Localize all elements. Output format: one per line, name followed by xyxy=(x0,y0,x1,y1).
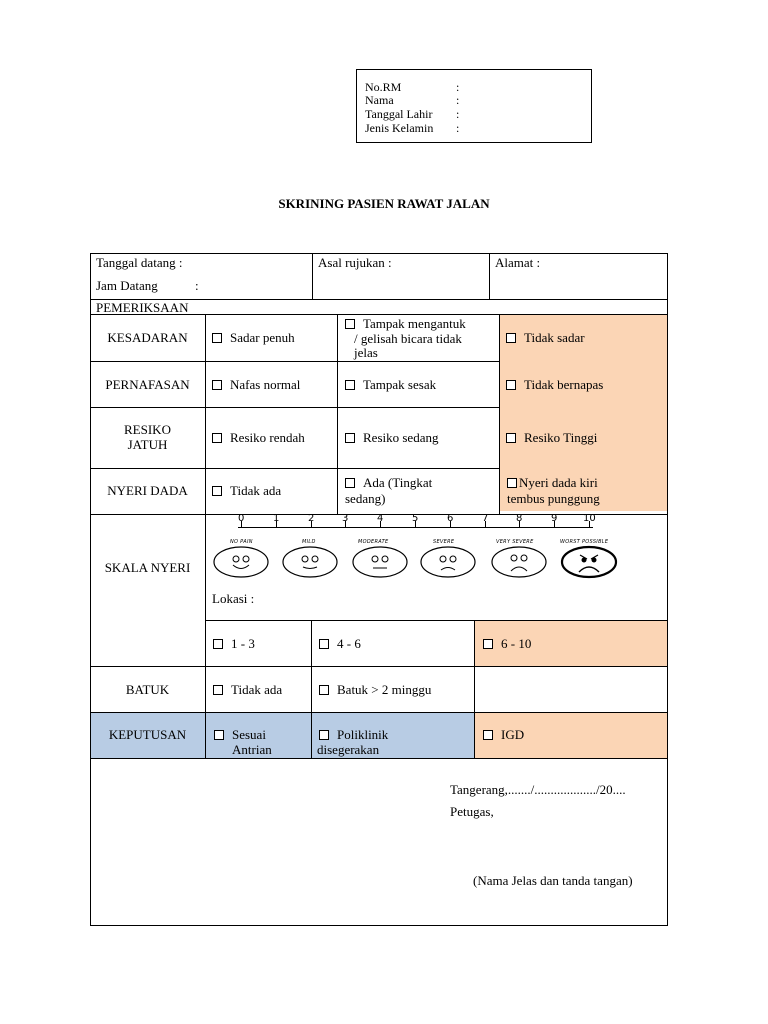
section-pemeriksaan: PEMERIKSAAN xyxy=(96,300,189,315)
face-severe-icon xyxy=(420,545,476,579)
checkbox[interactable] xyxy=(345,319,355,329)
checkbox[interactable] xyxy=(212,380,222,390)
option-nyeri-dada-kiri[interactable]: Nyeri dada kiri xyxy=(507,475,598,490)
checkbox[interactable] xyxy=(345,433,355,443)
id-colon: : xyxy=(456,121,460,135)
pain-scale-number: 7 xyxy=(482,513,489,524)
checkbox[interactable] xyxy=(506,380,516,390)
checkbox[interactable] xyxy=(483,730,493,740)
signature-caption: (Nama Jelas dan tanda tangan) xyxy=(473,873,633,888)
table-line xyxy=(499,314,500,514)
option-igd[interactable]: IGD xyxy=(483,727,524,742)
id-label-nama: Nama xyxy=(365,93,394,107)
face-label-no-pain: NO PAIN xyxy=(230,539,253,545)
place-date-line: Tangerang,......./.................../20.... xyxy=(450,782,626,797)
pain-scale-number: 1 xyxy=(273,513,280,524)
option-tampak-mengantuk-line2: / gelisah bicara tidak xyxy=(354,331,462,346)
checkbox[interactable] xyxy=(483,639,493,649)
option-tampak-mengantuk[interactable]: Tampak mengantuk xyxy=(345,316,466,331)
option-sesuai-antrian-line2: Antrian xyxy=(232,742,272,757)
id-colon: : xyxy=(456,80,460,94)
option-resiko-tinggi[interactable]: Resiko Tinggi xyxy=(506,430,597,445)
pain-scale-number: 2 xyxy=(308,513,315,524)
checkbox[interactable] xyxy=(507,478,517,488)
checkbox[interactable] xyxy=(506,433,516,443)
option-nyeri-dada-line2: tembus punggung xyxy=(507,491,600,506)
checkbox[interactable] xyxy=(319,639,329,649)
option-sesuai-antrian[interactable]: Sesuai xyxy=(214,727,266,742)
option-tampak-sesak[interactable]: Tampak sesak xyxy=(345,377,436,392)
lokasi-label: Lokasi : xyxy=(212,591,255,606)
checkbox[interactable] xyxy=(506,333,516,343)
option-tidak-bernapas[interactable]: Tidak bernapas xyxy=(506,377,603,392)
petugas-label: Petugas, xyxy=(450,804,494,819)
option-poliklinik-disegerakan[interactable]: Poliklinik xyxy=(319,727,388,742)
checkbox[interactable] xyxy=(212,486,222,496)
table-line xyxy=(90,253,91,925)
face-label-mild: MILD xyxy=(302,539,316,545)
table-line xyxy=(474,620,475,758)
pain-scale-number: 3 xyxy=(342,513,349,524)
id-colon: : xyxy=(456,107,460,121)
face-no-pain-icon xyxy=(213,545,269,579)
checkbox[interactable] xyxy=(345,478,355,488)
checkbox[interactable] xyxy=(213,685,223,695)
pain-scale-number: 6 xyxy=(447,513,454,524)
option-resiko-sedang[interactable]: Resiko sedang xyxy=(345,430,438,445)
pain-scale-number: 10 xyxy=(583,513,596,524)
kesadaran-label: KESADARAN xyxy=(107,330,188,345)
face-worst-possible-icon xyxy=(560,545,618,579)
checkbox[interactable] xyxy=(345,380,355,390)
table-line xyxy=(667,253,668,925)
id-colon: : xyxy=(456,93,460,107)
table-line xyxy=(90,407,499,408)
table-line xyxy=(489,253,490,299)
checkbox[interactable] xyxy=(319,730,329,740)
option-skala-4-6[interactable]: 4 - 6 xyxy=(319,636,361,651)
face-mild-icon xyxy=(282,545,338,579)
pain-scale-number: 9 xyxy=(551,513,558,524)
checkbox[interactable] xyxy=(213,639,223,649)
id-label-jenis-kelamin: Jenis Kelamin xyxy=(365,121,434,135)
option-ada-line2: sedang) xyxy=(345,491,386,506)
alamat-label: Alamat : xyxy=(495,255,541,270)
table-line xyxy=(205,314,206,758)
pernafasan-label: PERNAFASAN xyxy=(105,377,190,392)
option-poliklinik-line2: disegerakan xyxy=(317,742,380,757)
option-sadar-penuh[interactable]: Sadar penuh xyxy=(212,330,295,345)
table-line xyxy=(90,666,668,667)
option-nafas-normal[interactable]: Nafas normal xyxy=(212,377,300,392)
table-line xyxy=(90,758,668,759)
patient-id-box xyxy=(356,69,592,143)
jam-datang-label: Jam Datang xyxy=(96,278,158,293)
id-label-norm: No.RM xyxy=(365,80,402,94)
option-tidak-sadar[interactable]: Tidak sadar xyxy=(506,330,585,345)
form-title: SKRINING PASIEN RAWAT JALAN xyxy=(278,196,490,211)
pain-scale-number: 4 xyxy=(377,513,384,524)
keputusan-label: KEPUTUSAN xyxy=(108,727,187,742)
checkbox[interactable] xyxy=(319,685,329,695)
resiko-jatuh-label: RESIKO JATUH xyxy=(124,422,171,452)
face-label-very-severe: VERY SEVERE xyxy=(496,539,534,545)
table-line xyxy=(90,468,499,469)
table-line xyxy=(90,361,499,362)
face-moderate-icon xyxy=(352,545,408,579)
table-line xyxy=(90,925,668,926)
asal-rujukan-label: Asal rujukan : xyxy=(318,255,392,270)
checkbox[interactable] xyxy=(212,333,222,343)
batuk-label: BATUK xyxy=(125,682,170,697)
face-label-worst-possible: WORST POSSIBLE xyxy=(560,539,609,545)
table-line xyxy=(90,712,668,713)
table-line xyxy=(205,620,668,621)
checkbox[interactable] xyxy=(212,433,222,443)
option-tidak-ada-nyeri[interactable]: Tidak ada xyxy=(212,483,281,498)
pain-scale-line xyxy=(238,527,593,528)
table-line xyxy=(337,314,338,514)
face-very-severe-icon xyxy=(491,545,547,579)
option-batuk-2-minggu[interactable]: Batuk > 2 minggu xyxy=(319,682,431,697)
option-skala-1-3[interactable]: 1 - 3 xyxy=(213,636,255,651)
face-label-moderate: MODERATE xyxy=(358,539,389,545)
id-label-tanggal-lahir: Tanggal Lahir xyxy=(365,107,433,121)
option-skala-6-10[interactable]: 6 - 10 xyxy=(483,636,531,651)
pain-scale-number: 0 xyxy=(238,513,245,524)
nyeri-dada-label: NYERI DADA xyxy=(107,483,188,498)
option-resiko-rendah[interactable]: Resiko rendah xyxy=(212,430,305,445)
checkbox[interactable] xyxy=(214,730,224,740)
option-tampak-mengantuk-line3: jelas xyxy=(354,345,378,360)
face-label-severe: SEVERE xyxy=(433,539,455,545)
tanggal-datang-label: Tanggal datang : xyxy=(96,255,183,270)
table-line xyxy=(90,253,668,254)
pain-scale-number: 8 xyxy=(516,513,523,524)
jam-datang-colon: : xyxy=(195,278,199,293)
table-line xyxy=(311,620,312,758)
table-line xyxy=(312,253,313,299)
option-ada-tingkat-sedang[interactable]: Ada (Tingkat xyxy=(345,475,432,490)
option-tidak-ada-batuk[interactable]: Tidak ada xyxy=(213,682,282,697)
pain-scale-number: 5 xyxy=(412,513,419,524)
skala-nyeri-label: SKALA NYERI xyxy=(104,560,191,575)
